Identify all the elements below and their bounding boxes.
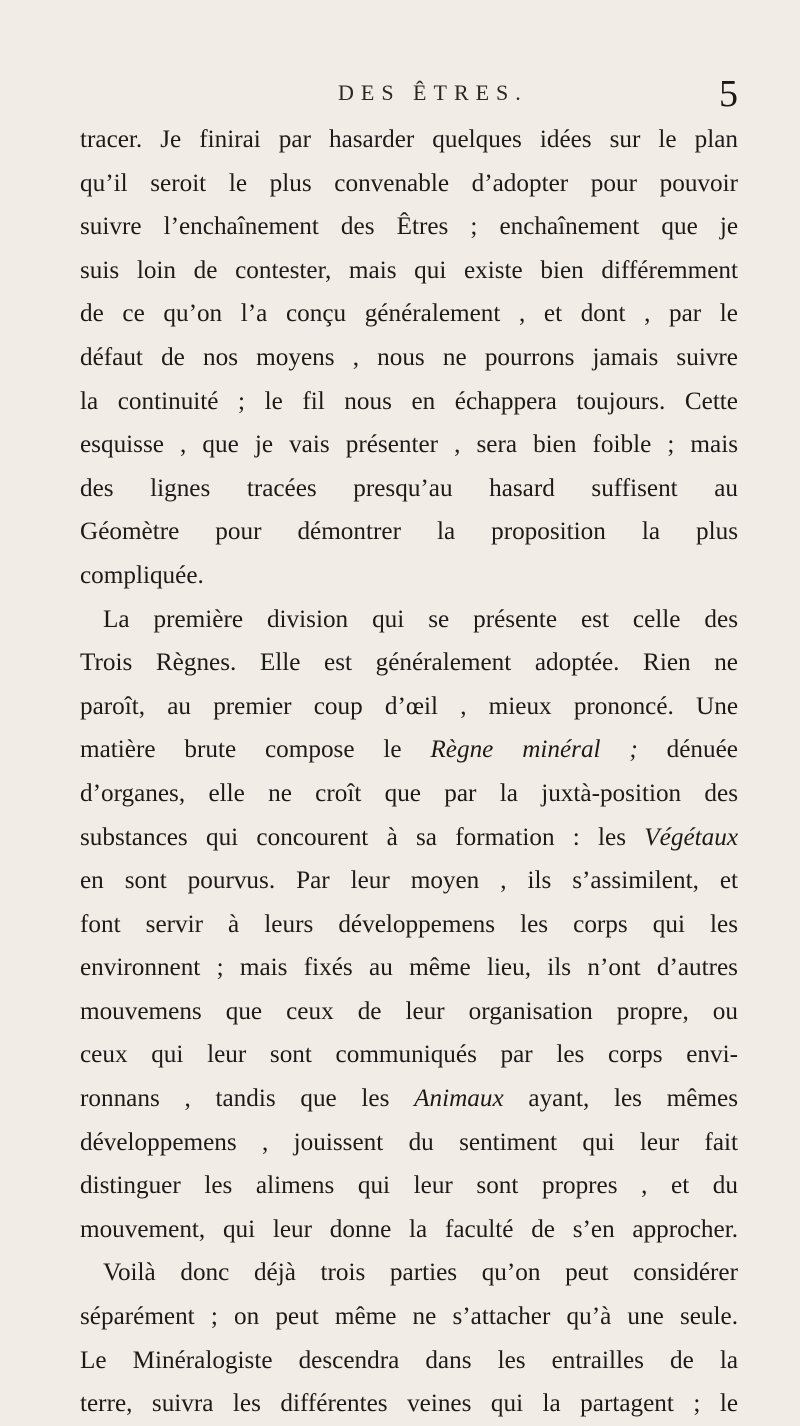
text-segment: substances qui concourent à sa formation : les	[80, 823, 645, 851]
running-head	[80, 73, 738, 115]
text-segment: ayant, les mêmes	[503, 1085, 738, 1113]
text-line: séparément ; on peut même ne s’attacher qu’à une seule.	[80, 1303, 738, 1331]
italic-term: Animaux	[414, 1085, 504, 1113]
text-line: en sont pourvus. Par leur moyen , ils s’assimilent, et	[80, 867, 738, 895]
text-line: distinguer les alimens qui leur sont propres , et du	[80, 1172, 738, 1200]
text-line: tracer. Je finirai par hasarder quelques idées sur le plan	[80, 126, 738, 153]
page-number: 5	[719, 73, 738, 115]
text-line: Le Minéralogiste descendra dans les entrailles de la	[80, 1346, 738, 1374]
text-segment: matière brute compose le	[80, 736, 431, 764]
italic-term: Végétaux	[644, 823, 738, 851]
text-line: défaut de nos moyens , nous ne pourrons jamais suivre	[80, 343, 738, 371]
text-line: terre, suivra les différentes veines qui la partagent ; le	[80, 1390, 738, 1418]
text-line: paroît, au premier coup d’œil , mieux prononcé. Une	[80, 692, 738, 720]
text-line: d’organes, elle ne croît que par la juxtà-position des	[80, 779, 738, 807]
text-line: qu’il seroit le plus convenable d’adopter pour pouvoir	[80, 169, 738, 197]
text-line: ceux qui leur sont communiqués par les corps envi-	[80, 1041, 738, 1069]
italic-term: Règne minéral ;	[430, 736, 638, 764]
text-line: la continuité ; le fil nous en échappera toujours. Cette	[80, 387, 738, 415]
text-line: esquisse , que je vais présenter , sera bien foible ; mais	[80, 431, 738, 459]
text-line: des lignes tracées presqu’au hasard suffisent au	[80, 474, 738, 502]
body-text	[80, 118, 738, 1426]
text-line: suivre l’enchaînement des Êtres ; enchaînement que je	[80, 213, 738, 241]
text-line	[80, 1077, 738, 1121]
text-line	[80, 816, 738, 860]
text-line: La première division qui se présente est celle des	[103, 605, 738, 633]
text-line: compliquée.	[80, 561, 204, 589]
text-segment: ronnans , tandis que les	[80, 1085, 415, 1113]
text-line: Géomètre pour démontrer la proposition la plus	[80, 518, 738, 546]
text-line: suis loin de contester, mais qui existe bien différemment	[80, 256, 738, 284]
text-segment: dénuée	[637, 736, 738, 764]
text-line: développemens , jouissent du sentiment qui leur fait	[80, 1128, 738, 1156]
text-line	[80, 728, 738, 772]
text-line: de ce qu’on l’a conçu généralement , et dont , par le	[80, 300, 738, 328]
text-line: Trois Règnes. Elle est généralement adoptée. Rien ne	[80, 649, 738, 677]
text-line: environnent ; mais fixés au même lieu, ils n’ont d’autres	[80, 954, 738, 982]
text-line: mouvemens que ceux de leur organisation propre, ou	[80, 997, 738, 1025]
text-line: Voilà donc déjà trois parties qu’on peut considérer	[103, 1259, 738, 1287]
text-line: font servir à leurs développemens les corps qui les	[80, 910, 738, 938]
text-line: mouvement, qui leur donne la faculté de s’en approcher.	[80, 1215, 738, 1243]
running-title: DES ÊTRES.	[338, 80, 528, 105]
